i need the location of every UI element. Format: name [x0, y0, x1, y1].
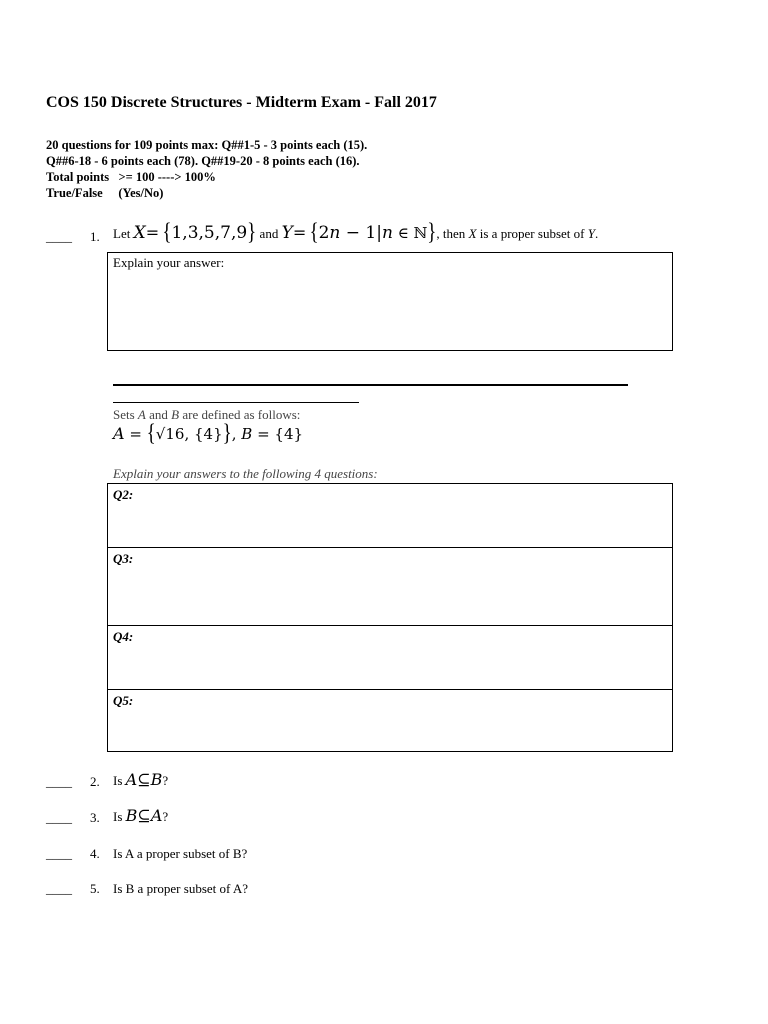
answer-blank-q2[interactable]: ____ — [46, 774, 72, 789]
info-line-3: Total points >= 100 ----> 100% — [46, 170, 216, 184]
q2-q5-answer-box — [107, 483, 673, 752]
q1-explain-label: Explain your answer: — [113, 255, 225, 270]
exam-title: COS 150 Discrete Structures - Midterm Exam - Fall 2017 — [46, 94, 437, 111]
q3-number: 3. — [90, 810, 100, 825]
q1-number: 1. — [90, 229, 100, 244]
section-divider — [113, 384, 628, 386]
q2-label: Q2: — [113, 487, 134, 502]
q2-answer-area[interactable] — [108, 484, 672, 547]
explain-four-instruction: Explain your answers to the following 4 questions: — [113, 466, 378, 481]
info-line-2: Q##6-18 - 6 points each (78). Q##19-20 - 8 points each (16). — [46, 154, 360, 168]
section-divider-short — [113, 402, 359, 403]
q2-text: Is A⊆B? — [113, 770, 169, 789]
answer-blank-q1[interactable]: ____ — [46, 229, 72, 244]
info-line-1: 20 questions for 109 points max: Q##1-5 - 3 points each (15). — [46, 138, 368, 152]
q4-label: Q4: — [113, 629, 134, 644]
info-line-4: True/False (Yes/No) — [46, 186, 164, 200]
q5-text: Is B a proper subset of A? — [113, 881, 249, 896]
answer-blank-q4[interactable]: ____ — [46, 846, 72, 861]
q5-answer-area[interactable] — [108, 689, 672, 752]
q4-answer-area[interactable] — [108, 625, 672, 690]
q3-answer-area[interactable] — [108, 547, 672, 626]
answer-blank-q3[interactable]: ____ — [46, 810, 72, 825]
sets-intro: Sets A and B are defined as follows: — [113, 407, 301, 422]
q4-number: 4. — [90, 846, 100, 861]
q1-answer-box[interactable] — [107, 252, 673, 351]
q3-text: Is B⊆A? — [113, 806, 169, 825]
q5-label: Q5: — [113, 693, 134, 708]
answer-blank-q5[interactable]: ____ — [46, 881, 72, 896]
q3-label: Q3: — [113, 551, 134, 566]
q1-statement: Let X= {1,3,5,7,9} and Y= {2n − 1|n ∈ ℕ}, then X is a proper subset of Y. — [113, 219, 599, 246]
q5-number: 5. — [90, 881, 100, 896]
sets-definition: A = {√16, {4}}, B = {4} — [113, 420, 304, 447]
q2-number: 2. — [90, 774, 100, 789]
q4-text: Is A a proper subset of B? — [113, 846, 248, 861]
